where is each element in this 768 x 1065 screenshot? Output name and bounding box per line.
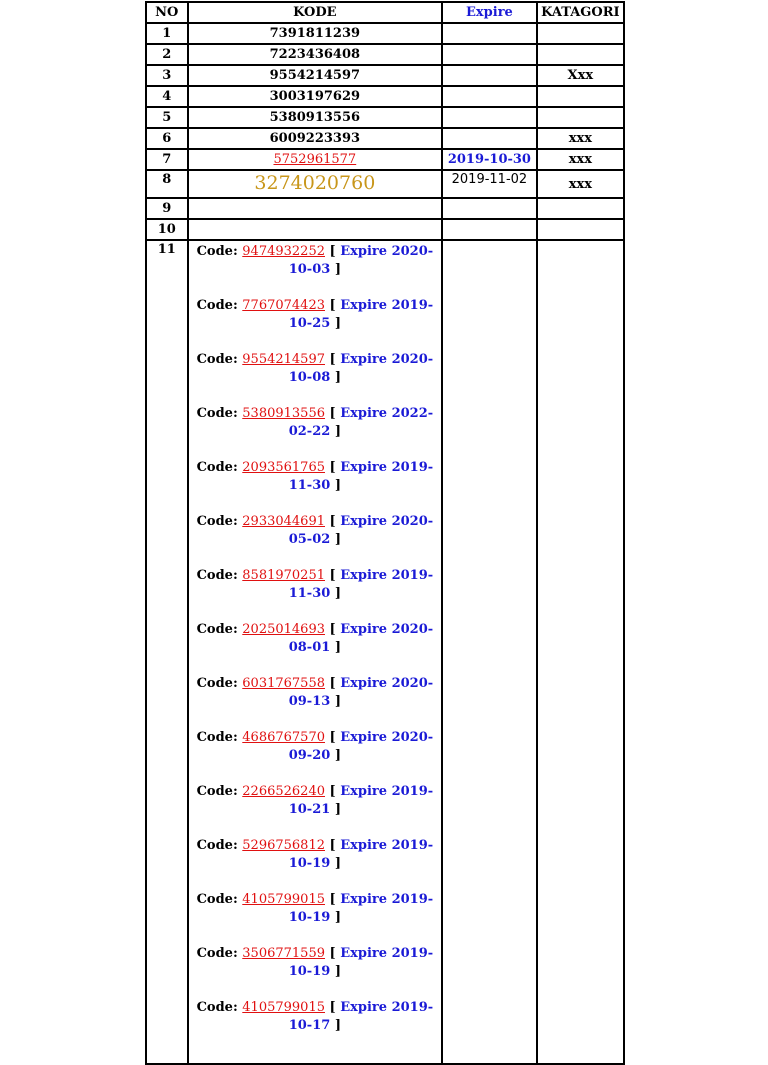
expire-date-end: 03 <box>312 262 331 277</box>
code-entry <box>195 675 436 711</box>
header-row <box>146 2 624 23</box>
row-number: 11 <box>146 240 188 1064</box>
row-expire: 2019-11-02 <box>442 170 537 198</box>
header-katagori: KATAGORI <box>537 2 624 23</box>
code-entry <box>195 459 436 495</box>
row-code: 3003197629 <box>188 86 443 107</box>
bracket-close: ] <box>334 802 341 817</box>
code-label: Code: <box>196 1000 238 1015</box>
code-entry <box>195 513 436 549</box>
code-link[interactable]: 9474932252 <box>242 244 325 259</box>
bracket-open: [ <box>329 1000 336 1015</box>
row-number: 10 <box>146 219 188 240</box>
bracket-open: [ <box>329 676 336 691</box>
row-category <box>537 219 624 240</box>
row-expire <box>442 86 537 107</box>
code-entry <box>195 891 436 927</box>
table-row <box>146 240 624 1064</box>
bracket-close: ] <box>334 910 341 925</box>
bracket-open: [ <box>329 730 336 745</box>
row-expire <box>442 65 537 86</box>
bracket-close: ] <box>334 748 341 763</box>
expire-prefix: Expire <box>340 460 388 475</box>
code-label: Code: <box>196 784 238 799</box>
code-label: Code: <box>196 838 238 853</box>
row-category <box>537 44 624 65</box>
bracket-open: [ <box>329 406 336 421</box>
code-label: Code: <box>196 244 238 259</box>
expire-date-start: 2020-08- <box>288 622 434 655</box>
row-expire <box>442 219 537 240</box>
row-code: 6009223393 <box>188 128 443 149</box>
code-link[interactable]: 2025014693 <box>242 622 325 637</box>
expire-prefix: Expire <box>340 514 388 529</box>
expire-date-start: 2019-10- <box>288 838 434 871</box>
row-expire <box>442 198 537 219</box>
bracket-close: ] <box>334 316 341 331</box>
code-label: Code: <box>196 298 238 313</box>
expire-date-end: 17 <box>312 1018 331 1033</box>
expire-date: 2019-10-30 <box>447 152 531 167</box>
expire-prefix: Expire <box>340 838 388 853</box>
code-link[interactable]: 2266526240 <box>242 784 325 799</box>
table-row <box>146 107 624 128</box>
table-row <box>146 44 624 65</box>
code-list-cell <box>188 240 443 1064</box>
bracket-open: [ <box>329 838 336 853</box>
code-label: Code: <box>196 460 238 475</box>
expire-prefix: Expire <box>340 352 388 367</box>
code-link[interactable]: 5752961577 <box>273 152 357 167</box>
expire-prefix: Expire <box>340 568 388 583</box>
code-label: Code: <box>196 622 238 637</box>
code-entry <box>195 783 436 819</box>
row-code: 9554214597 <box>188 65 443 86</box>
row-number: 3 <box>146 65 188 86</box>
header-kode: KODE <box>188 2 443 23</box>
expire-date-end: 25 <box>312 316 331 331</box>
code-link[interactable]: 9554214597 <box>242 352 325 367</box>
row-number: 8 <box>146 170 188 198</box>
code-entry <box>195 837 436 873</box>
bracket-close: ] <box>334 694 341 709</box>
expire-date-end: 30 <box>312 478 331 493</box>
row-category: xxx <box>537 149 624 170</box>
expire-date-end: 21 <box>312 802 331 817</box>
row-number: 1 <box>146 23 188 44</box>
row-code <box>188 198 443 219</box>
expire-date-end: 02 <box>312 532 331 547</box>
expire-date-end: 20 <box>312 748 331 763</box>
row-category <box>537 86 624 107</box>
expire-prefix: Expire <box>340 622 388 637</box>
bracket-close: ] <box>334 856 341 871</box>
bracket-close: ] <box>334 424 341 439</box>
code-entry <box>195 567 436 603</box>
code-entry <box>195 621 436 657</box>
expire-prefix: Expire <box>340 298 388 313</box>
table-row <box>146 23 624 44</box>
bracket-close: ] <box>334 964 341 979</box>
bracket-close: ] <box>334 586 341 601</box>
header-expire: Expire <box>442 2 537 23</box>
expire-date-start: 2019-10- <box>288 298 434 331</box>
bracket-close: ] <box>334 532 341 547</box>
code-entry <box>195 999 436 1035</box>
code-link[interactable]: 5380913556 <box>242 406 325 421</box>
table-row <box>146 65 624 86</box>
code-entry <box>195 351 436 387</box>
expire-date-start: 2020-10- <box>288 244 434 277</box>
expire-prefix: Expire <box>340 946 388 961</box>
expire-date-start: 2019-11- <box>288 568 434 601</box>
table-row <box>146 128 624 149</box>
row-expire <box>442 240 537 1064</box>
row-code <box>188 149 443 170</box>
code-label: Code: <box>196 406 238 421</box>
bracket-close: ] <box>334 640 341 655</box>
row-category <box>537 240 624 1064</box>
bracket-close: ] <box>334 478 341 493</box>
bracket-open: [ <box>329 892 336 907</box>
expire-date-start: 2022-02- <box>288 406 434 439</box>
expire-date-start: 2020-09- <box>288 730 434 763</box>
code-highlight: 3274020760 <box>254 171 376 194</box>
code-entry <box>195 243 436 279</box>
code-label: Code: <box>196 730 238 745</box>
row-category <box>537 23 624 44</box>
row-code <box>188 170 443 198</box>
expire-prefix: Expire <box>340 1000 388 1015</box>
row-code: 7391811239 <box>188 23 443 44</box>
codes-table <box>145 1 625 1065</box>
row-number: 2 <box>146 44 188 65</box>
code-label: Code: <box>196 676 238 691</box>
expire-prefix: Expire <box>340 406 388 421</box>
expire-date-end: 30 <box>312 586 331 601</box>
code-link[interactable]: 2093561765 <box>242 460 325 475</box>
bracket-close: ] <box>334 262 341 277</box>
code-label: Code: <box>196 946 238 961</box>
expire-date-end: 22 <box>312 424 331 439</box>
row-expire <box>442 107 537 128</box>
expire-date-end: 19 <box>312 856 331 871</box>
code-label: Code: <box>196 514 238 529</box>
expire-date-start: 2020-10- <box>288 352 434 385</box>
code-entry <box>195 405 436 441</box>
row-number: 4 <box>146 86 188 107</box>
code-entry <box>195 945 436 981</box>
expire-date-start: 2019-11- <box>288 460 434 493</box>
bracket-open: [ <box>329 514 336 529</box>
expire-date-start: 2019-10- <box>288 1000 434 1033</box>
row-expire <box>442 44 537 65</box>
expire-prefix: Expire <box>340 892 388 907</box>
expire-prefix: Expire <box>340 784 388 799</box>
expire-prefix: Expire <box>340 730 388 745</box>
bracket-open: [ <box>329 460 336 475</box>
code-label: Code: <box>196 568 238 583</box>
code-link[interactable]: 6031767558 <box>242 676 325 691</box>
code-link[interactable]: 8581970251 <box>242 568 325 583</box>
expire-date-end: 19 <box>312 964 331 979</box>
row-code: 5380913556 <box>188 107 443 128</box>
row-expire <box>442 149 537 170</box>
code-label: Code: <box>196 352 238 367</box>
row-category: xxx <box>537 128 624 149</box>
bracket-open: [ <box>329 946 336 961</box>
row-category: xxx <box>537 170 624 198</box>
row-expire <box>442 23 537 44</box>
header-no: NO <box>146 2 188 23</box>
expire-date-end: 08 <box>312 370 331 385</box>
code-link[interactable]: 7767074423 <box>242 298 325 313</box>
code-link[interactable]: 4686767570 <box>242 730 325 745</box>
code-link[interactable]: 3506771559 <box>242 946 325 961</box>
bracket-open: [ <box>329 298 336 313</box>
code-entry-list <box>195 243 436 1035</box>
expire-date-end: 01 <box>312 640 331 655</box>
bracket-open: [ <box>329 352 336 367</box>
row-number: 7 <box>146 149 188 170</box>
expire-date-end: 13 <box>312 694 331 709</box>
table-row <box>146 219 624 240</box>
table-row <box>146 149 624 170</box>
expire-prefix: Expire <box>340 244 388 259</box>
expire-date-start: 2019-10- <box>288 784 434 817</box>
code-label: Code: <box>196 892 238 907</box>
bracket-open: [ <box>329 244 336 259</box>
code-link[interactable]: 2933044691 <box>242 514 325 529</box>
row-number: 9 <box>146 198 188 219</box>
row-category <box>537 107 624 128</box>
table-row <box>146 170 624 198</box>
table-row <box>146 198 624 219</box>
row-code: 7223436408 <box>188 44 443 65</box>
code-link[interactable]: 4105799015 <box>242 1000 325 1015</box>
code-link[interactable]: 4105799015 <box>242 892 325 907</box>
row-number: 6 <box>146 128 188 149</box>
bracket-open: [ <box>329 568 336 583</box>
row-number: 5 <box>146 107 188 128</box>
expire-date-start: 2020-05- <box>288 514 434 547</box>
expire-prefix: Expire <box>340 676 388 691</box>
code-link[interactable]: 5296756812 <box>242 838 325 853</box>
expire-date-start: 2019-10- <box>288 946 434 979</box>
row-expire <box>442 128 537 149</box>
expire-date-start: 2019-10- <box>288 892 434 925</box>
code-entry <box>195 297 436 333</box>
bracket-close: ] <box>334 370 341 385</box>
row-code <box>188 219 443 240</box>
row-category: Xxx <box>537 65 624 86</box>
bracket-open: [ <box>329 784 336 799</box>
bracket-open: [ <box>329 622 336 637</box>
expire-date-end: 19 <box>312 910 331 925</box>
table-row <box>146 86 624 107</box>
code-entry <box>195 729 436 765</box>
row-category <box>537 198 624 219</box>
bracket-close: ] <box>334 1018 341 1033</box>
expire-date-start: 2020-09- <box>288 676 434 709</box>
